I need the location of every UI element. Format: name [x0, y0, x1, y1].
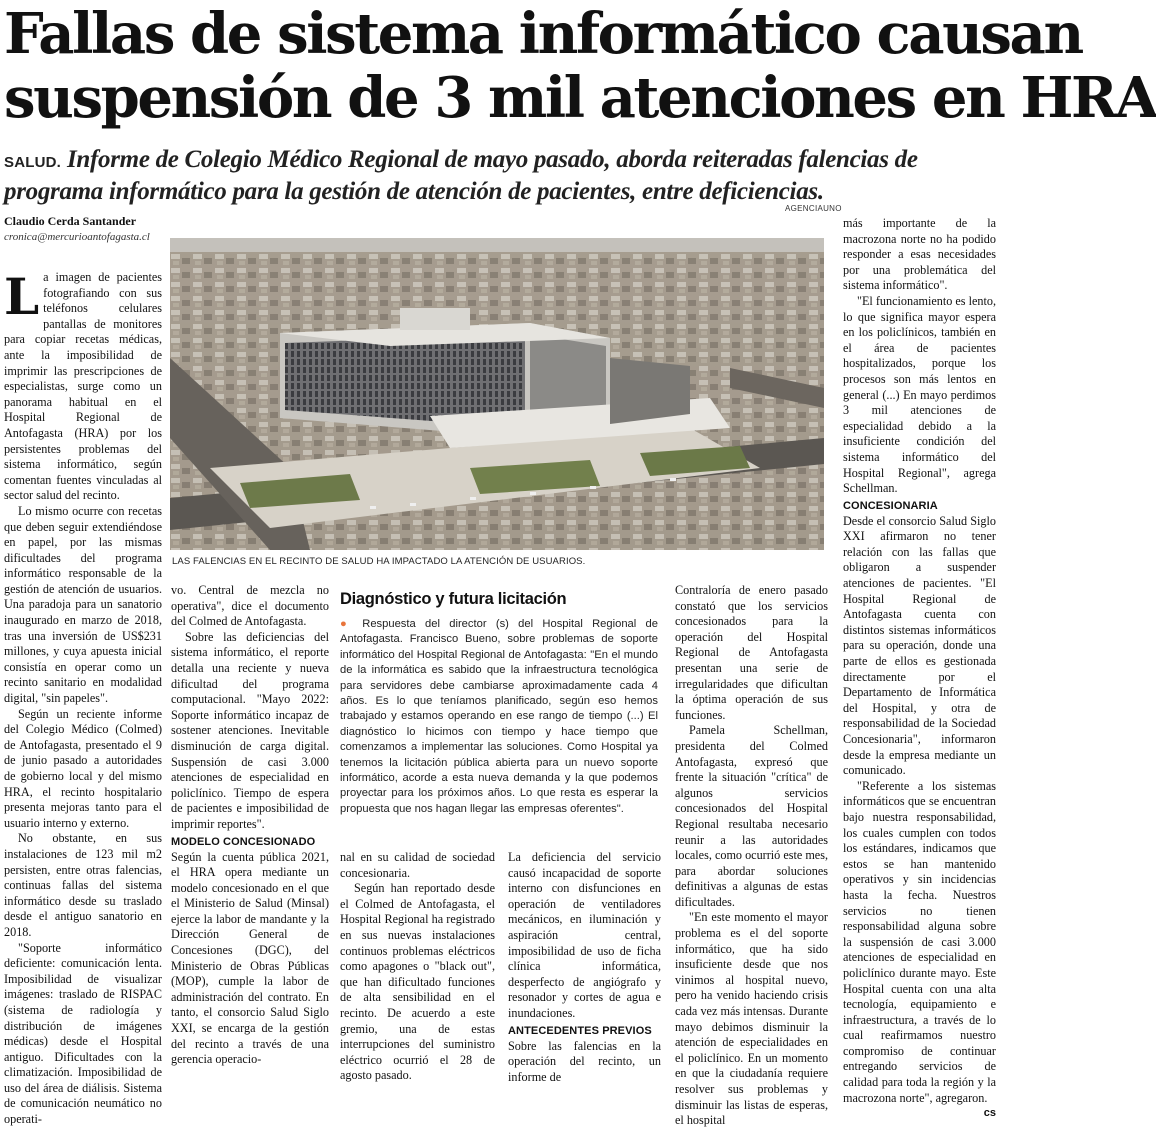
paragraph	[843, 778, 996, 1120]
photo-credit: AGENCIAUNO	[785, 204, 842, 213]
paragraph: "En este momento el mayor problema es el del soporte informático, que ha sido insuficiente desde que nos vinimos al hospital nuevo, pero ha venido haciendo crisis cada vez más intensas. Durante mayo debimos disminuir la atención de especialidades en el policlínico. En un momento en que la ciudadanía requiere resolver sus problemas y disminuir las listas de esperas, el hospital	[675, 910, 828, 1128]
lead-paragraph-text: a imagen de pacientes fotografiando con sus teléfonos celulares pantallas de monitores para copiar recetas médicas, ante la imposibilidad de imprimir las prescripciones de especialistas, surge como un panorama habitual en el Hospital Regional de Antofagasta (HRA) por los persistentes problemas del sistema informático, según comentan fuentes vinculadas al sector salud del recinto.	[4, 270, 162, 503]
byline-email: cronica@mercurioantofagasta.cl	[4, 231, 150, 243]
deck-text: Informe de Colegio Médico Regional de mayo pasado, aborda reiteradas falencias de programa informático para la gestión de atención de pacientes, entre deficiencias.	[4, 146, 918, 205]
paragraph: No obstante, en sus instalaciones de 123 mil m2 persisten, entre otras falencias, continuas fallas del sistema informático desde su traslado desde el antiguo sanatorio en 2018.	[4, 831, 162, 939]
paragraph: Desde el consorcio Salud Siglo XXI afirmaron no tener relación con las fallas que obligaron a suspender atenciones de pacientes. "El Hospital Regional de Antofagasta cuenta con distintos sistemas informáticos para su operación, donde una parte de ellos es gestionada directamente por el Departamento de Informática del Hospital, y otra de responsabilidad de la Sociedad Concesionaria", informaron desde la empresa mediante un comunicado.	[843, 513, 996, 778]
box-text-body: Respuesta del director (s) del Hospital Regional de Antofagasta. Francisco Bueno, sobre problemas de soporte informático del Hospital Regional de Antofagasta: "En el mundo de la informática es sabido que la infraestructura tecnológica para servidores debe cambiarse aproximadamente cada 4 años. Es lo que teníamos planificado, según eso hemos trabajado y estamos operando en ese rango de tiempo (...) El diagnóstico lo hicimos con tiempo y hace tiempo que comenzamos a implementar las soluciones. Como Hospital ya tenemos la licitación pública abierta para un nuevo soporte informático, acorde a esta nueva demanda y la que podemos proyectar para los próximos años. Lo que resta es esperar la propuesta que nos hagan llegar las empresas oferentes".	[340, 618, 658, 815]
lead-paragraph	[4, 267, 162, 504]
article-column-3	[340, 850, 495, 1084]
paragraph: "Soporte informático deficiente: comunicación lenta. Imposibilidad de visualizar imágenes: traslado de RISPAC (sistema de radiología y distribución de imágenes médicas) desde el Hospital antiguo. Dificultades con la climatización. Imposibilidad de uso del área de diálisis. Sistema de comunicación neumático no operati-	[4, 940, 162, 1127]
article-column-6	[843, 216, 996, 1122]
section-heading: CONCESIONARIA	[843, 499, 938, 512]
paragraph: Sobre las falencias en la operación del recinto, un informe de	[508, 1038, 661, 1084]
deck	[4, 145, 994, 206]
bullet-icon: ●	[340, 618, 353, 630]
article-column-5	[675, 583, 828, 1129]
hospital-aerial-photo	[170, 238, 824, 550]
hospital-photo-illustration	[170, 238, 824, 550]
box-title: Diagnóstico y futura licitación	[340, 590, 567, 608]
headline-line-1: Fallas de sistema informático causan	[4, 1, 1082, 67]
box-text	[340, 617, 658, 817]
section-heading: ANTECEDENTES PREVIOS	[508, 1024, 652, 1037]
dropcap: L	[4, 267, 40, 326]
article-column-1	[4, 267, 162, 1128]
paragraph: más importante de la macrozona norte no ha podido responder a esas necesidades por una problemática del sistema informático".	[843, 216, 996, 293]
headline-line-2: suspensión de 3 mil atenciones en HRA	[4, 65, 1156, 131]
paragraph: Sobre las deficiencias del sistema informático, el reporte detalla una reciente y nueva dificultad del programa computacional. "Mayo 2022: Soporte informático incapaz de sostener atenciones. Inevitable disminución de carga digital. Suspensión de casi 3.000 atenciones de especialidad en policlínico. Tiempo de espera de pacientes e imposibilidad de imprimir reportes".	[171, 629, 329, 831]
paragraph: Según han reportado desde el Colmed de Antofagasta, el Hospital Regional ha registrado en sus nuevas instalaciones continuos problemas eléctricos como apagones o "black out", que han dificultado funciones de alta sensibilidad en el recinto. De acuerdo a este gremio, una de estas interrupciones del suministro eléctrico ocurrió el 28 de agosto pasado.	[340, 881, 495, 1083]
byline-author: Claudio Cerda Santander	[4, 214, 137, 228]
headline	[4, 1, 1156, 131]
paragraph: Contraloría de enero pasado constató que los servicios concesionados para la operación del Hospital Regional de Antofagasta presentan una serie de irregularidades que dificultan la óptima operación de sus funciones.	[675, 583, 828, 722]
paragraph: Según la cuenta pública 2021, el HRA opera mediante un modelo concesionado en el que el Ministerio de Salud (Minsal) ejerce la labor de mandante y la Dirección General de Concesiones (DGC), del Ministerio de Obras Públicas (MOP), cumple la labor de administración del contrato. En tanto, el consorcio Salud Siglo XXI, se encarga de la gestión del recinto a través de una gerencia operacio-	[171, 849, 329, 1067]
paragraph: nal en su calidad de sociedad concesionaria.	[340, 850, 495, 880]
paragraph-text: "Referente a los sistemas informáticos que se encuentran bajo nuestra responsabilidad, los cuales cumplen con todos los estándares, indicamos que estos se han mantenido operativos y sin incidencias hasta la fecha. Nuestros servicios no tienen responsabilidad alguna sobre la suspensión de casi 3.000 atenciones de especialidad en policlínico durante mayo. Este Hospital cuenta con una alta tecnología, equipamiento e infraestructura, a través de lo cual reafirmamos nuestro compromiso de continuar entregando servicios de calidad para toda la región y la macrozona norte", agregaron.	[843, 778, 996, 1105]
paragraph: vo. Central de mezcla no operativa", dice el documento del Colmed de Antofagasta.	[171, 583, 329, 629]
paragraph: Según un reciente informe del Colegio Médico (Colmed) de Antofagasta, presentado el 9 de junio pasado a autoridades de gobierno local y del mismo HRA, el recinto hospitalario presenta mejoras tanto para el usuario interno y externo.	[4, 706, 162, 830]
paragraph: "El funcionamiento es lento, lo que significa mayor espera en los policlínicos, también en el área de pacientes hospitalizados, porque los procesos son más lentos en general (...) En mayo perdimos 3 mil atenciones de especialidad debido a la insuficiente condición del sistema informático del Hospital Regional", agrega Schellman.	[843, 293, 997, 496]
paragraph: Pamela Schellman, presidenta del Colmed Antofagasta, expresó que frente la situación "crítica" de algunos servicios concesionados del Hospital Regional resultaba necesario reunir a las autoridades locales, como ocurrió este mes, para abordar soluciones definitivas a algunas de estas dificultades.	[675, 723, 828, 909]
photo-caption: LAS FALENCIAS EN EL RECINTO DE SALUD HA IMPACTADO LA ATENCIÓN DE USUARIOS.	[172, 556, 586, 567]
article-column-2	[171, 583, 329, 1068]
paragraph: Lo mismo ocurre con recetas que deben seguir extendiéndose en papel, por las mismas dificultades del programa informático responsable de la gestión de atención de usuarios. Una paradoja para un sanatorio inaugurado en marzo de 2018, tras una inversión de US$231 millones, y cuya apuesta inicial consistía en operar como un recinto sanitario en modalidad digital, "sin papeles".	[4, 503, 162, 706]
end-mark: cs	[983, 1107, 996, 1120]
paragraph: La deficiencia del servicio causó incapacidad de soporte interno con disfunciones en operación de ventiladores mecánicos, en iluminación y aspiración central, imposibilidad de uso de ficha clínica informática, desperfecto de angiógrafo y resonador y cortes de agua e inundaciones.	[508, 850, 661, 1020]
deck-kicker: SALUD.	[4, 154, 62, 171]
article-column-4	[508, 850, 661, 1085]
section-heading: MODELO CONCESIONADO	[171, 835, 316, 848]
